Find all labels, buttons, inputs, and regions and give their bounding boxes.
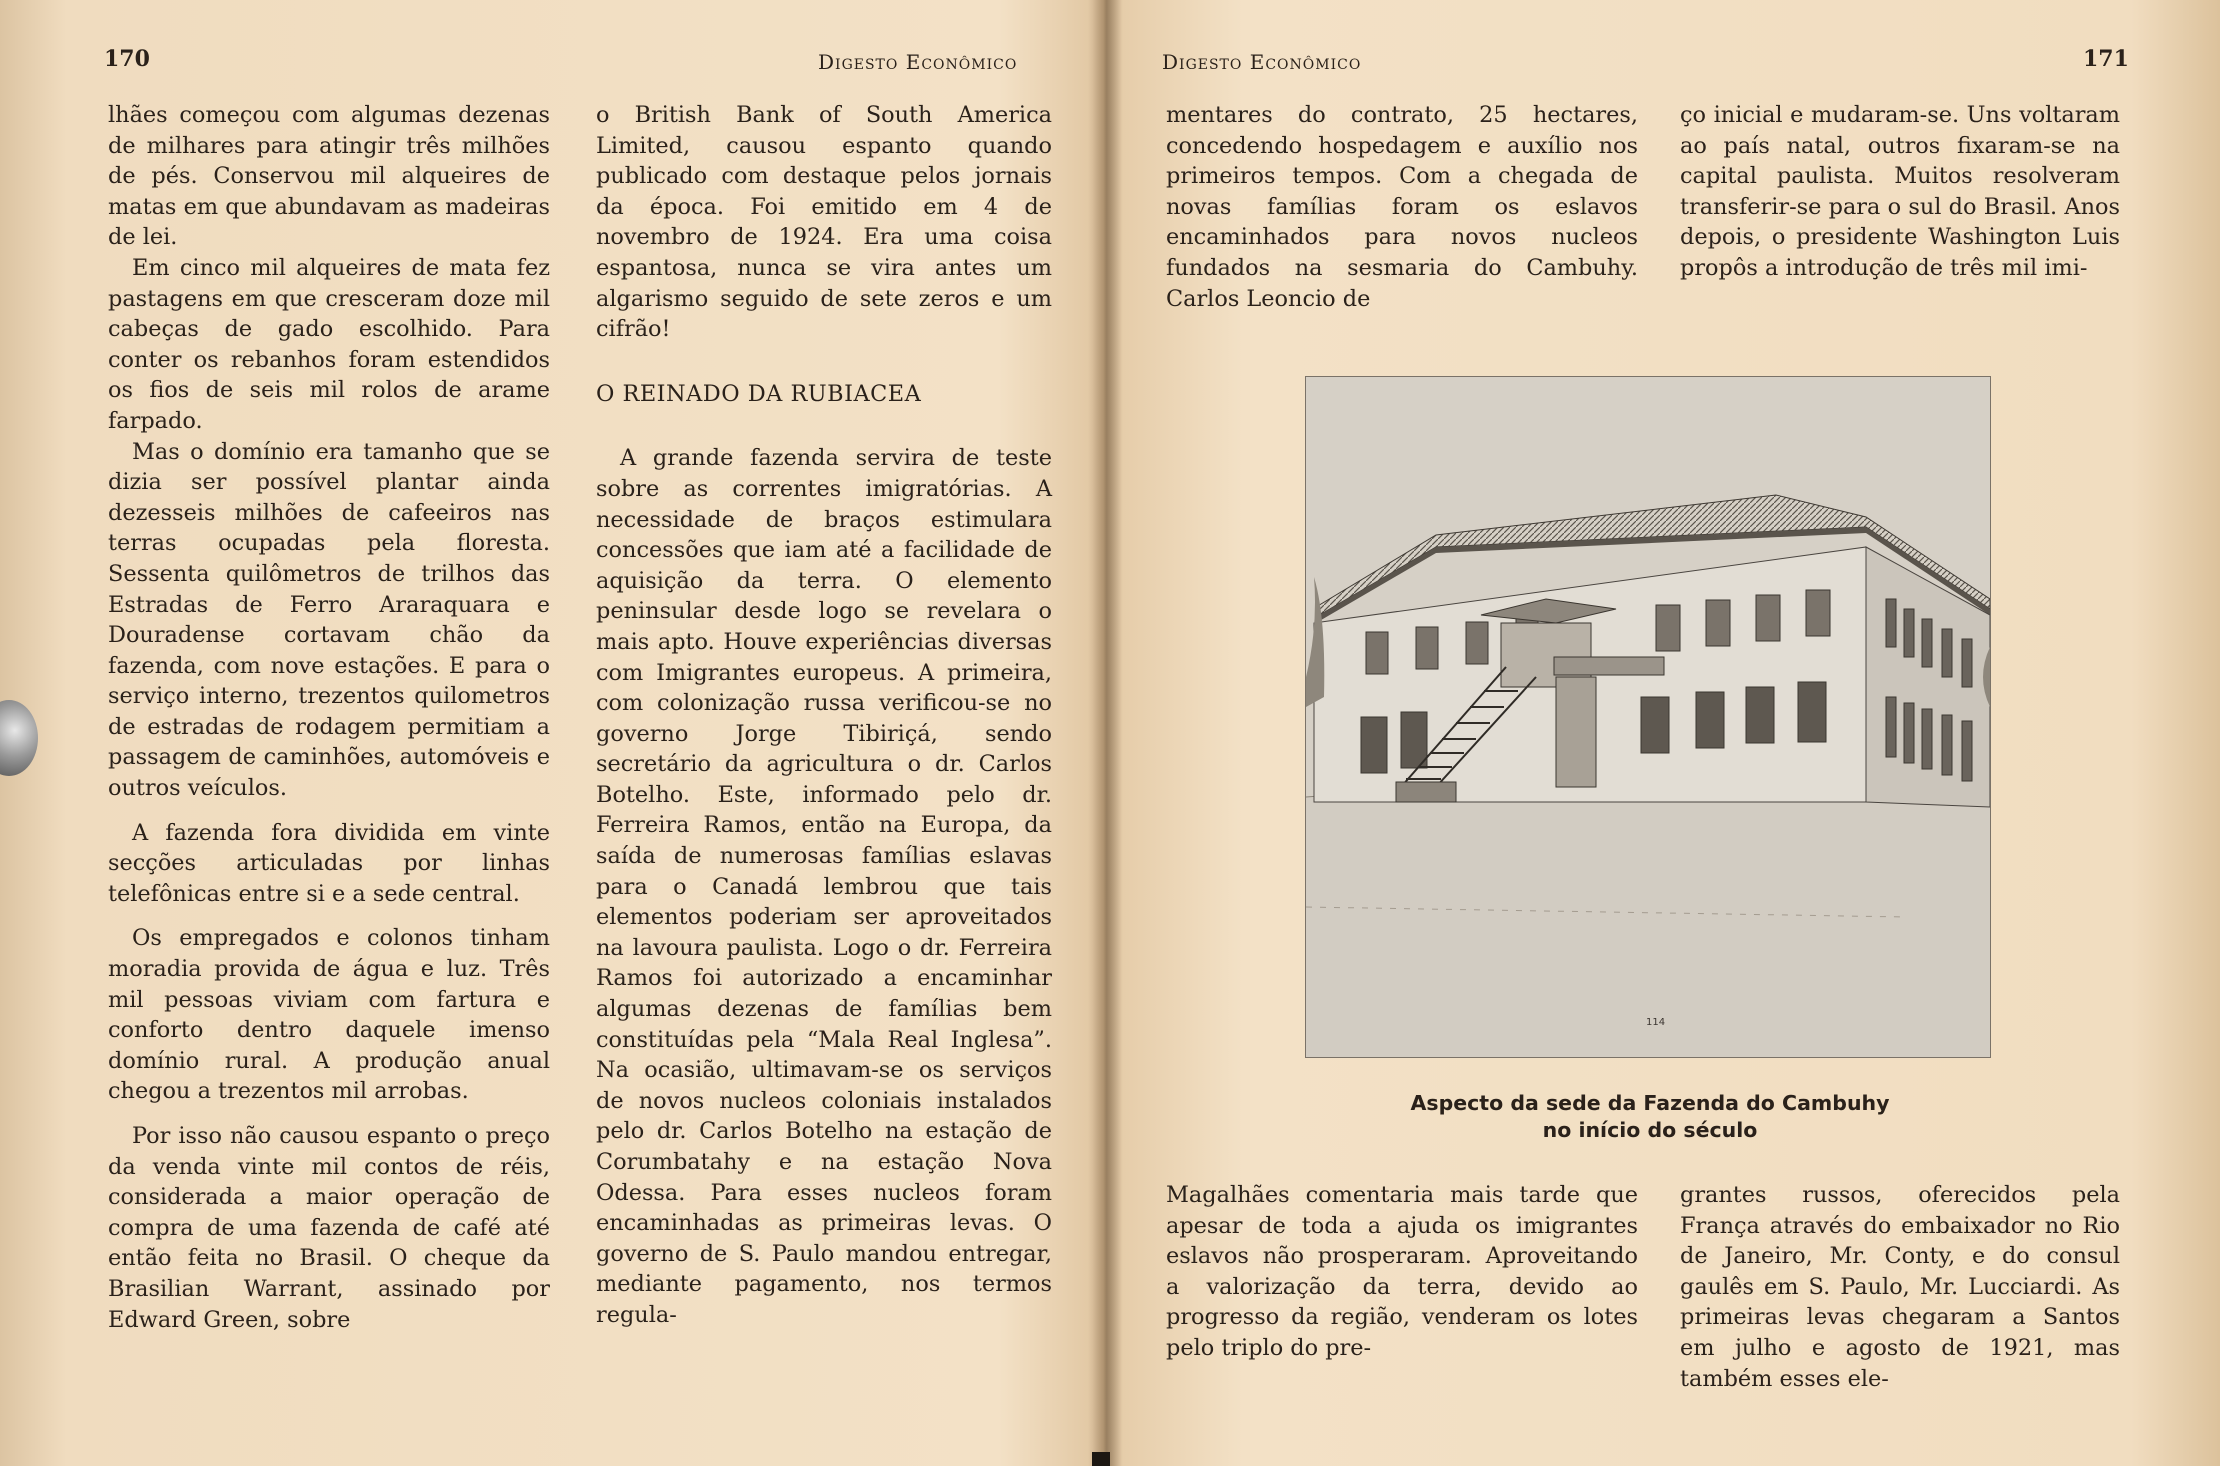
left-page [0,0,1100,1466]
paragraph: grantes russos, oferecidos pela França através do embaixador no Rio de Janeiro, Mr. Conty, e do consul gaulês em S. Paulo, Mr. Lucciardi. As primeiras levas chegaram a Santos em julho e agosto de 1921, mas também esses ele- [1680,1182,2120,1392]
paragraph: A grande fazenda servira de teste sobre as correntes imigratórias. A necessidade de braços estimulara concessões que iam até a facilidade de aquisição da terra. O elemento peninsular desde logo se revelara o mais apto. Houve experiências diversas com Imigrantes europeus. A primeira, com colonização russa verificou-se no governo Jorge Tibiriçá, sendo secretário da agricultura o dr. Carlos Botelho. Este, informado pelo dr. Ferreira Ramos, então na Europa, da saída de numerosas famílias eslavas para o Canadá lembrou que tais elementos poderiam ser aproveitados na lavoura paulista. Logo o dr. Ferreira Ramos foi autorizado a encaminhar algumas dezenas de famílias bem constituídas pela “Mala Real Inglesa”. Na ocasião, ultimavam-se os serviços de novos nucleos coloniais instalados pelo dr. Carlos Botelho na estação de Corumbatahy e na estação Nova Odessa. Para esses nucleos foram encaminhadas as primeiras levas. O governo de S. Paulo mandou entregar, mediante pagamento, nos termos regula- [596,445,1052,1328]
caption-line-2: no início do século [1542,1118,1758,1142]
running-head-left: Digesto Econômico [818,50,1018,74]
photo-number: 114 [1646,1017,1666,1028]
farm-house-drawing [1306,377,1990,1057]
right-bottom-column-1 [1166,1180,1638,1364]
paragraph: A fazenda fora dividida em vinte secções articuladas por linhas telefônicas entre si e a sede central. [108,819,550,907]
paragraph: o British Bank of South America Limited, causou espanto quando publicado com destaque pelos jornais da época. Foi emitido em 4 de novembro de 1924. Era uma coisa espantosa, nunca se vira antes um algarismo seguido de sete zeros e um cifrão! [596,102,1052,343]
paragraph: Magalhães comentaria mais tarde que apesar de toda a ajuda os imigrantes eslavos não prosperaram. Aproveitando a valorização da terra, devido ao progresso da região, venderam os lotes pelo triplo do pre- [1166,1182,1638,1361]
farm-house-photo [1305,376,1991,1058]
paragraph: mentares do contrato, 25 hectares, concedendo hospedagem e auxílio nos primeiros tempos. Com a chegada de novas famílias foram os eslavos encaminhados para novos nucleos fundados na sesmaria do Cambuhy. Carlos Leoncio de [1166,102,1638,312]
page-number-right: 171 [2083,46,2129,72]
paragraph: lhães começou com algumas dezenas de milhares para atingir três milhões de pés. Conservou mil alqueires de matas em que abundavam as madeiras de lei. [108,102,550,251]
right-bottom-column-2 [1680,1180,2120,1394]
left-column-2 [596,100,1052,1331]
right-top-column-1 [1166,100,1638,314]
section-heading: O REINADO DA RUBIACEA [596,380,922,407]
photo-caption [1300,1090,2000,1144]
caption-line-1: Aspecto da sede da Fazenda do Cambuhy [1410,1091,1890,1115]
paragraph: ço inicial e mudaram-se. Uns voltaram ao país natal, outros fixaram-se na capital paulista. Muitos resolveram transferir-se para o sul do Brasil. Anos depois, o presidente Washington Luis propôs a introdução de três mil imi- [1680,102,2120,281]
paragraph: Por isso não causou espanto o preço da venda vinte mil contos de réis, considerada a maior operação de compra de uma fazenda de café até então feita no Brasil. O cheque da Brasilian Warrant, assinado por Edward Green, sobre [108,1123,550,1333]
running-head-right: Digesto Econômico [1162,50,1362,74]
page-number-left: 170 [104,46,150,72]
paragraph: Mas o domínio era tamanho que se dizia ser possível plantar ainda dezesseis milhões de cafeeiros nas terras ocupadas pela floresta. Sessenta quilômetros de trilhos das Estradas de Ferro Araraquara e Douradense cortavam chão da fazenda, com nove estações. E para o serviço interno, trezentos quilometros de estradas de rodagem permitiam a passagem de caminhões, automóveis e outros veículos. [108,438,550,802]
left-column-1 [108,100,550,1335]
paragraph: Em cinco mil alqueires de mata fez pastagens em que cresceram doze mil cabeças de gado escolhido. Para conter os rebanhos foram estendidos os fios de seis mil rolos de arame farpado. [108,254,550,434]
right-top-column-2 [1680,100,2120,284]
paragraph: Os empregados e colonos tinham moradia provida de água e luz. Três mil pessoas viviam com fartura e conforto dentro daquele imenso domínio rural. A produção anual chegou a trezentos mil arrobas. [108,925,550,1105]
